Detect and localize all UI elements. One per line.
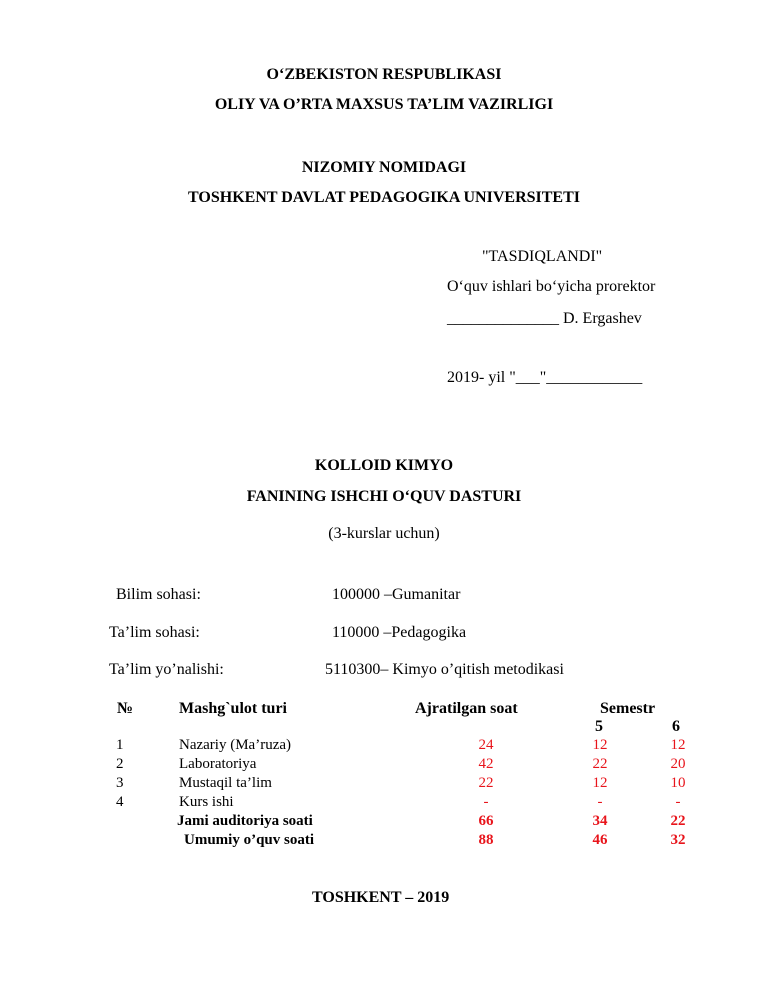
total-row-sem5: 34 xyxy=(592,813,608,829)
row-sem5: 12 xyxy=(592,775,608,791)
row-sem6: 20 xyxy=(670,756,686,772)
row-number: 4 xyxy=(116,794,124,810)
header-type: Mashg`ulot turi xyxy=(179,700,287,717)
field-value-yonalish: 5110300– Kimyo o’qitish metodikasi xyxy=(325,661,564,678)
approval-position: O‘quv ishlari bo‘yicha prorektor xyxy=(447,278,656,295)
university-line-2: TOSHKENT DAVLAT PEDAGOGIKA UNIVERSITETI xyxy=(188,189,580,206)
field-value-bilim: 100000 –Gumanitar xyxy=(332,586,461,603)
total-row-label: Jami auditoriya soati xyxy=(177,813,313,829)
field-value-talim: 110000 –Pedagogika xyxy=(332,624,467,641)
approval-title: "TASDIQLANDI" xyxy=(482,248,603,265)
row-number: 1 xyxy=(116,737,124,753)
row-sem5: 12 xyxy=(592,737,608,753)
total-row-label: Umumiy o’quv soati xyxy=(184,832,315,848)
row-type: Nazariy (Ma’ruza) xyxy=(179,737,292,753)
row-hours: - xyxy=(483,794,489,810)
ministry-line-1: O‘ZBEKISTON RESPUBLIKASI xyxy=(266,66,502,83)
row-type: Laboratoriya xyxy=(179,756,257,772)
row-hours: 22 xyxy=(478,775,494,791)
university-line-1: NIZOMIY NOMIDAGI xyxy=(301,159,467,176)
row-number: 2 xyxy=(116,756,124,772)
row-hours: 24 xyxy=(478,737,494,753)
subject-title: KOLLOID KIMYO xyxy=(314,457,454,474)
total-row-sem6: 22 xyxy=(670,813,686,829)
subject-subtitle: FANINING ISHCHI O‘QUV DASTURI xyxy=(246,488,522,505)
total-row-hours: 66 xyxy=(478,813,494,829)
total-row-sem6: 32 xyxy=(670,832,686,848)
total-row-hours: 88 xyxy=(478,832,494,848)
row-sem6: - xyxy=(675,794,681,810)
row-sem6: 10 xyxy=(670,775,686,791)
row-type: Mustaqil ta’lim xyxy=(179,775,272,791)
header-semester: Semestr xyxy=(600,700,656,717)
row-sem5: - xyxy=(597,794,603,810)
field-label-bilim: Bilim sohasi: xyxy=(116,586,201,603)
row-hours: 42 xyxy=(478,756,494,772)
row-sem5: 22 xyxy=(592,756,608,772)
approval-signature: ______________ D. Ergashev xyxy=(447,310,642,327)
ministry-line-2: OLIY VA O’RTA MAXSUS TA’LIM VAZIRLIGI xyxy=(214,96,554,113)
row-sem6: 12 xyxy=(670,737,686,753)
header-sem6: 6 xyxy=(672,718,680,735)
header-sem5: 5 xyxy=(595,718,603,735)
subject-audience: (3-kurslar uchun) xyxy=(328,525,440,542)
field-label-talim: Ta’lim sohasi: xyxy=(109,624,200,641)
row-type: Kurs ishi xyxy=(179,794,234,810)
header-hours: Ajratilgan soat xyxy=(415,700,518,717)
approval-date: 2019- yil "___"____________ xyxy=(447,369,643,386)
row-number: 3 xyxy=(116,775,124,791)
header-number: № xyxy=(117,700,134,717)
field-label-yonalish: Ta’lim yo’nalishi: xyxy=(109,661,224,678)
total-row-sem5: 46 xyxy=(592,832,608,848)
footer-place-year: TOSHKENT – 2019 xyxy=(312,889,450,906)
